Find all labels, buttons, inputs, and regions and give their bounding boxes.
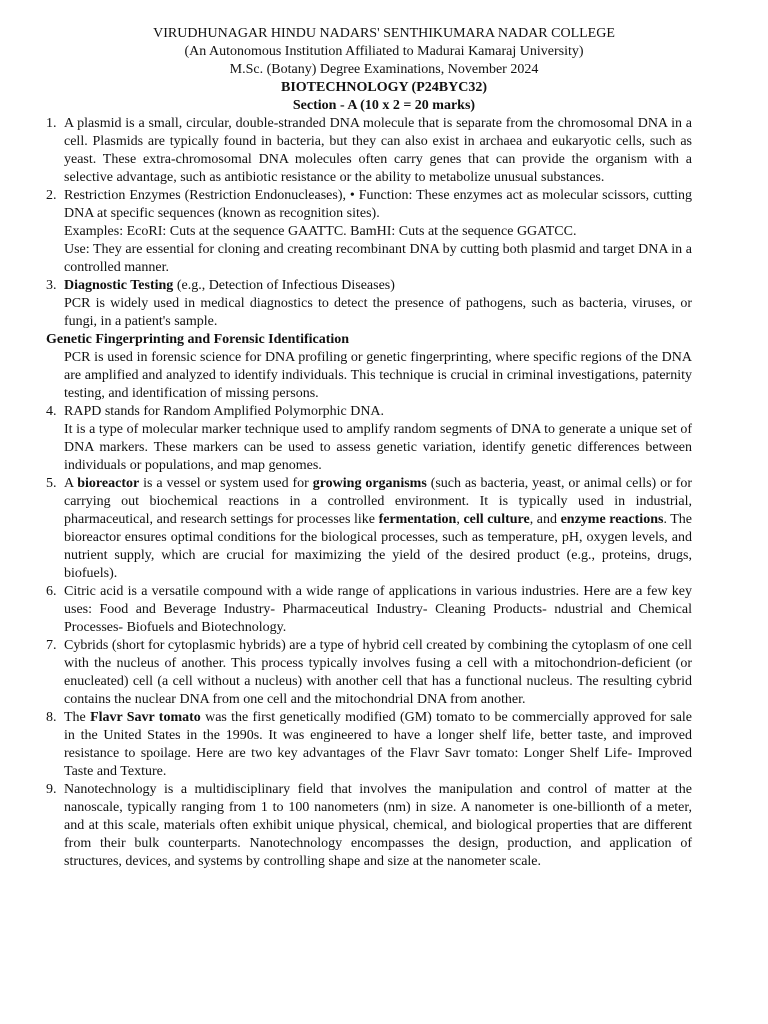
- item-number: 4.: [46, 404, 57, 419]
- text-run: A: [64, 476, 78, 491]
- answer-item-4: [46, 403, 692, 475]
- term-flavr-savr: Flavr Savr tomato: [90, 710, 201, 725]
- text-run: , and: [529, 512, 561, 527]
- answer-item-7: [46, 637, 692, 709]
- text-run: (such as bacteria, yeast, or animal cells) or for carrying out biochemical reactions in a controlled environment. It is typically used in industrial, pharmaceutical, and research settings for processes like: [64, 476, 692, 527]
- answer-text-detail: It is a type of molecular marker technique used to amplify random segments of DNA to generate a unique set of DNA markers. These markers can be used to assess genetic variation, identify genetic differences between individuals or populations, and map genomes.: [64, 422, 692, 473]
- answer-item-6: [46, 583, 692, 637]
- answer-text: PCR is widely used in medical diagnostics to detect the presence of pathogens, such as bacteria, viruses, or fungi, in a patient's sample.: [64, 296, 692, 329]
- answer-item-5: [46, 475, 692, 583]
- answer-heading-rest: (e.g., Detection of Infectious Diseases): [173, 278, 395, 293]
- answer-text: Nanotechnology is a multidisciplinary field that involves the manipulation and control of matter at the nanoscale, typically ranging from 1 to 100 nanometers (nm) in size. A nanometer is one-billionth of a meter, and at this scale, materials often exhibit unique physical, chemical, and biological properties that are different from their bulk counterparts. Nanotechnology encompasses the design, production, and application of structures, devices, and systems by controlling shape and size at the nanometer scale.: [64, 782, 692, 869]
- affiliation-line: (An Autonomous Institution Affiliated to Madurai Kamaraj University): [184, 44, 584, 59]
- answer-text: Citric acid is a versatile compound with a wide range of applications in various industries. Here are a few key uses: Food and Beverage Industry- Pharmaceutical Industry- Cleaning Products- ndustrial and Chemical Processes- Biofuels and Biotechnology.: [64, 584, 692, 635]
- answer-text: Cybrids (short for cytoplasmic hybrids) are a type of hybrid cell created by combining the cytoplasm of one cell with the nucleus of another. This process typically involves fusing a cell with a mitochondrion-deficient (or enucleated) cell (a cell without a nucleus) with another cell that has a functional nucleus. The resulting cybrid contains the nuclear DNA from one cell and the mitochondrial DNA from another.: [64, 638, 692, 707]
- item-number: 1.: [46, 116, 57, 131]
- text-run: The: [64, 710, 91, 725]
- item-number: 9.: [46, 782, 57, 797]
- answer-item-2: [46, 187, 692, 277]
- text-run: . The bioreactor ensures optimal conditions for the biological processes, such as temperature, pH, oxygen levels, and nutrient supply, which are crucial for maximizing the yield of the desired product (e.g., proteins, drugs, biofuels).: [64, 512, 693, 581]
- item-number: 2.: [46, 188, 57, 203]
- section-title: Section - A (10 x 2 = 20 marks): [292, 98, 476, 113]
- answer-item-9: [46, 781, 692, 871]
- text-run: ,: [456, 512, 464, 527]
- exam-title: M.Sc. (Botany) Degree Examinations, November 2024: [229, 62, 539, 77]
- term-fermentation: fermentation: [378, 512, 457, 527]
- answer-use: Use: They are essential for cloning and creating recombinant DNA by cutting both plasmid and target DNA in a controlled manner.: [64, 242, 692, 275]
- answer-heading: [64, 277, 692, 295]
- answer-item-8: [46, 709, 692, 781]
- forensic-subheading: Genetic Fingerprinting and Forensic Identification: [46, 332, 350, 347]
- term-enzyme-reactions: enzyme reactions: [560, 512, 664, 527]
- item-number: 7.: [46, 638, 57, 653]
- term-growing-organisms: growing organisms: [312, 476, 427, 491]
- term-cell-culture: cell culture: [463, 512, 530, 527]
- answer-text: A plasmid is a small, circular, double-stranded DNA molecule that is separate from the chromosomal DNA in a cell. Plasmids are typically found in bacteria, but they can also exist in archaea and eukaryotic cells, such as yeast. These extra-chromosomal DNA molecules often carry genes that can provide the organism with a selective advantage, such as antibiotic resistance or the ability to metabolize unusual substances.: [64, 116, 692, 185]
- answer-item-1: [46, 115, 692, 187]
- item-number: 8.: [46, 710, 57, 725]
- answer-heading-bold: Diagnostic Testing: [64, 278, 174, 293]
- item-number: 3.: [46, 278, 57, 293]
- answer-text: RAPD stands for Random Amplified Polymorphic DNA.: [64, 404, 385, 419]
- answer-text: [64, 475, 692, 583]
- answer-item-3: [46, 277, 692, 331]
- text-run: was the first genetically modified (GM) tomato to be commercially approved for sale in the United States in the 1990s. It was engineered to have a longer shelf life, better taste, and improved resistance to spoilage. Here are two key advantages of the Flavr Savr tomato: Longer Shelf Life- Improved Taste and Texture.: [64, 710, 693, 779]
- answer-text: Restriction Enzymes (Restriction Endonucleases), • Function: These enzymes act as molecular scissors, cutting DNA at specific sequences (known as recognition sites).: [64, 188, 692, 221]
- forensic-text: [46, 349, 692, 403]
- answer-examples: Examples: EcoRI: Cuts at the sequence GAATTC. BamHI: Cuts at the sequence GGATCC.: [64, 224, 577, 239]
- college-name: VIRUDHUNAGAR HINDU NADARS' SENTHIKUMARA NADAR COLLEGE: [153, 26, 615, 41]
- item-number: 6.: [46, 584, 57, 599]
- answer-text: [64, 709, 692, 781]
- item-number: 5.: [46, 476, 57, 491]
- term-bioreactor: bioreactor: [77, 476, 140, 491]
- document-header: [0, 25, 768, 115]
- text-run: is a vessel or system used for: [139, 476, 313, 491]
- answers-list: [46, 115, 692, 871]
- course-title: BIOTECHNOLOGY (P24BYC32): [281, 80, 487, 95]
- answer-text: PCR is used in forensic science for DNA profiling or genetic fingerprinting, where specific regions of the DNA are amplified and analyzed to identify individuals. This technique is crucial in criminal investigations, paternity testing, and identification of missing persons.: [64, 350, 692, 401]
